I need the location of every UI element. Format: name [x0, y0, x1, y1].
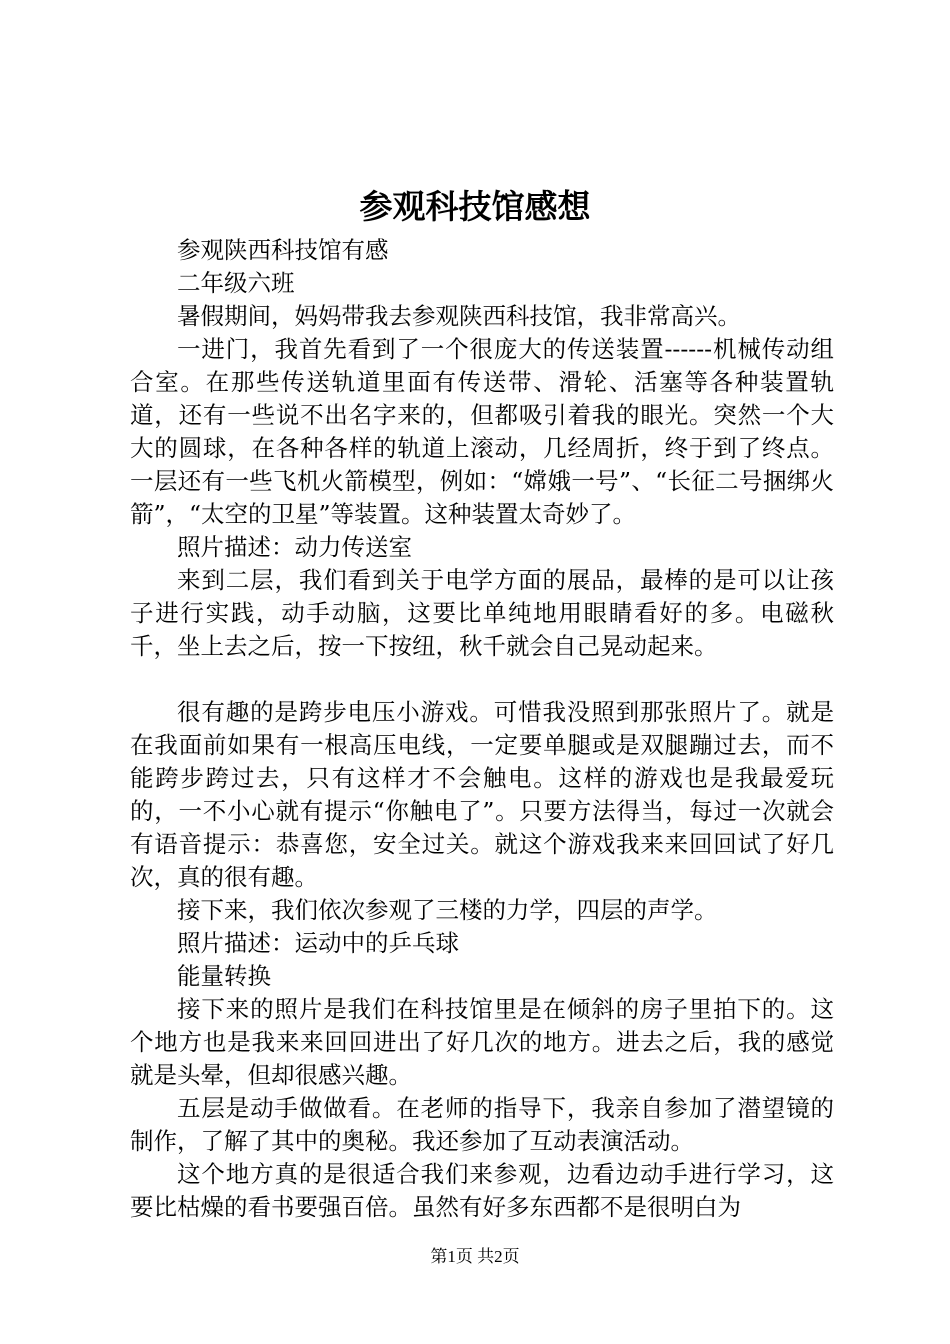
paragraph: 五层是动手做做看。在老师的指导下，我亲自参加了潜望镜的制作，了解了其中的奥秘。我还参加了互动表演活动。 [130, 1094, 834, 1155]
paragraph: 很有趣的是跨步电压小游戏。可惜我没照到那张照片了。就是在我面前如果有一根高压电线，一定要单腿或是双腿蹦过去，而不能跨步跨过去，只有这样才不会触电。这样的游戏也是我最爱玩的，一不小心就有提示“你触电了”。只要方法得当，每过一次就会有语音提示：恭喜您，安全过关。就这个游戏我来来回回试了好几次，真的很有趣。 [130, 698, 834, 891]
document-title: 参观科技馆感想 [359, 187, 591, 226]
paragraph: 接下来的照片是我们在科技馆里是在倾斜的房子里拍下的。这个地方也是我来来回回进出了好几次的地方。进去之后，我的感觉就是头晕，但却很感兴趣。 [130, 995, 834, 1089]
document-body [130, 234, 834, 1224]
paragraph: 暑假期间，妈妈带我去参观陕西科技馆，我非常高兴。 [177, 302, 741, 330]
paragraph: 这个地方真的是很适合我们来参观，边看边动手进行学习，这要比枯燥的看书要强百倍。虽然有好多东西都不是很明白为 [130, 1160, 834, 1221]
paragraph: 一进门，我首先看到了一个很庞大的传送装置------机械传动组合室。在那些传送轨道里面有传送带、滑轮、活塞等各种装置轨道，还有一些说不出名字来的，但都吸引着我的眼光。突然一个大大的圆球，在各种各样的轨道上滚动，几经周折，终于到了终点。一层还有一些飞机火箭模型，例如：“嫦娥一号”、“长征二号捆绑火箭”，“太空的卫星”等装置。这种装置太奇妙了。 [130, 335, 834, 528]
paragraph: 能量转换 [177, 962, 271, 990]
paragraph-class: 二年级六班 [177, 269, 295, 297]
paragraph-photo-caption: 照片描述：动力传送室 [177, 533, 412, 561]
paragraph-photo-caption: 照片描述：运动中的乒乓球 [177, 929, 459, 957]
paragraph-blank [130, 663, 834, 696]
paragraph: 来到二层，我们看到关于电学方面的展品，最棒的是可以让孩子进行实践，动手动脑，这要比单纯地用眼睛看好的多。电磁秋千，坐上去之后，按一下按纽，秋千就会自己晃动起来。 [130, 566, 834, 660]
page-footer: 第1页 共2页 [430, 1247, 520, 1266]
paragraph: 接下来，我们依次参观了三楼的力学，四层的声学。 [177, 896, 718, 924]
paragraph-subtitle: 参观陕西科技馆有感 [177, 236, 389, 264]
